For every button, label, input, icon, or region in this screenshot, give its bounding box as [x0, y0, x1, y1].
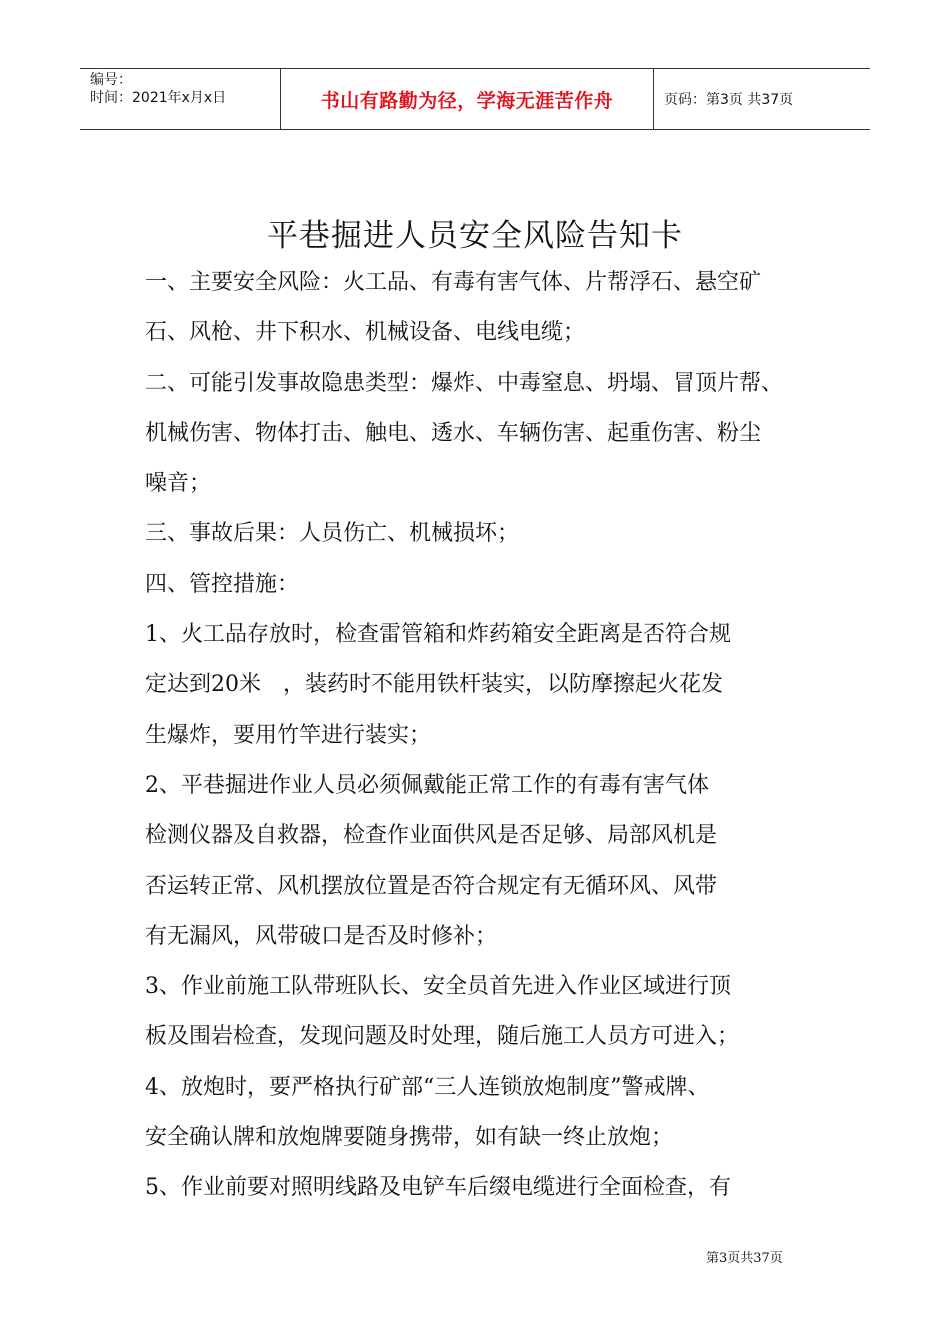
header-motto: 书山有路勤为径，学海无涯苦作舟 [281, 69, 654, 129]
body-line: 否运转正常、风机摆放位置是否符合规定有无循环风、风带 [145, 873, 718, 899]
header-page-label: 页码：第3页 共37页 [664, 92, 794, 108]
body-line: 二、可能引发事故隐患类型：爆炸、中毒窒息、坍塌、冒顶片帮、 [145, 370, 784, 396]
header-meta [80, 69, 281, 129]
body-line: 有无漏风，风带破口是否及时修补； [145, 923, 498, 949]
body-line: 四、管控措施： [145, 571, 300, 597]
body-line: 1、火工品存放时，检查雷管箱和炸药箱安全距离是否符合规 [145, 622, 731, 648]
body-line: 机械伤害、物体打击、触电、透水、车辆伤害、起重伤害、粉尘 [145, 420, 762, 446]
body-line: 生爆炸，要用竹竿进行装实； [145, 722, 432, 748]
body-line: 检测仪器及自救器，检查作业面供风是否足够、局部风机是 [145, 823, 718, 849]
document-title: 平巷掘进人员安全风险告知卡 [267, 218, 683, 254]
page-header [80, 68, 870, 130]
body-line: 2、平巷掘进作业人员必须佩戴能正常工作的有毒有害气体 [145, 772, 709, 798]
body-line: 5、作业前要对照明线路及电铲车后缀电缆进行全面检查，有 [145, 1175, 731, 1201]
body-line: 3、作业前施工队带班队长、安全员首先进入作业区域进行顶 [145, 974, 731, 1000]
body-line: 噪音； [145, 471, 212, 497]
document-body [145, 258, 825, 1214]
header-time-label: 时间：2021年x月x日 [90, 90, 227, 106]
body-line: 一、主要安全风险：火工品、有毒有害气体、片帮浮石、悬空矿 [145, 270, 762, 295]
body-line: 定达到20米 ，装药时不能用铁杆装实，以防摩擦起火花发 [145, 672, 723, 698]
page-footer: 第3页共37页 [706, 1251, 783, 1266]
body-line: 4、放炮时，要严格执行矿部“三人连锁放炮制度”警戒牌、 [145, 1074, 710, 1100]
body-line: 三、事故后果：人员伤亡、机械损坏； [145, 521, 520, 547]
header-number-label: 编号： [90, 72, 132, 88]
body-line: 板及围岩检查，发现问题及时处理，随后施工人员方可进入； [145, 1024, 740, 1050]
body-line: 石、风枪、井下积水、机械设备、电线电缆； [145, 320, 586, 346]
body-line: 安全确认牌和放炮牌要随身携带，如有缺一终止放炮； [145, 1125, 674, 1151]
